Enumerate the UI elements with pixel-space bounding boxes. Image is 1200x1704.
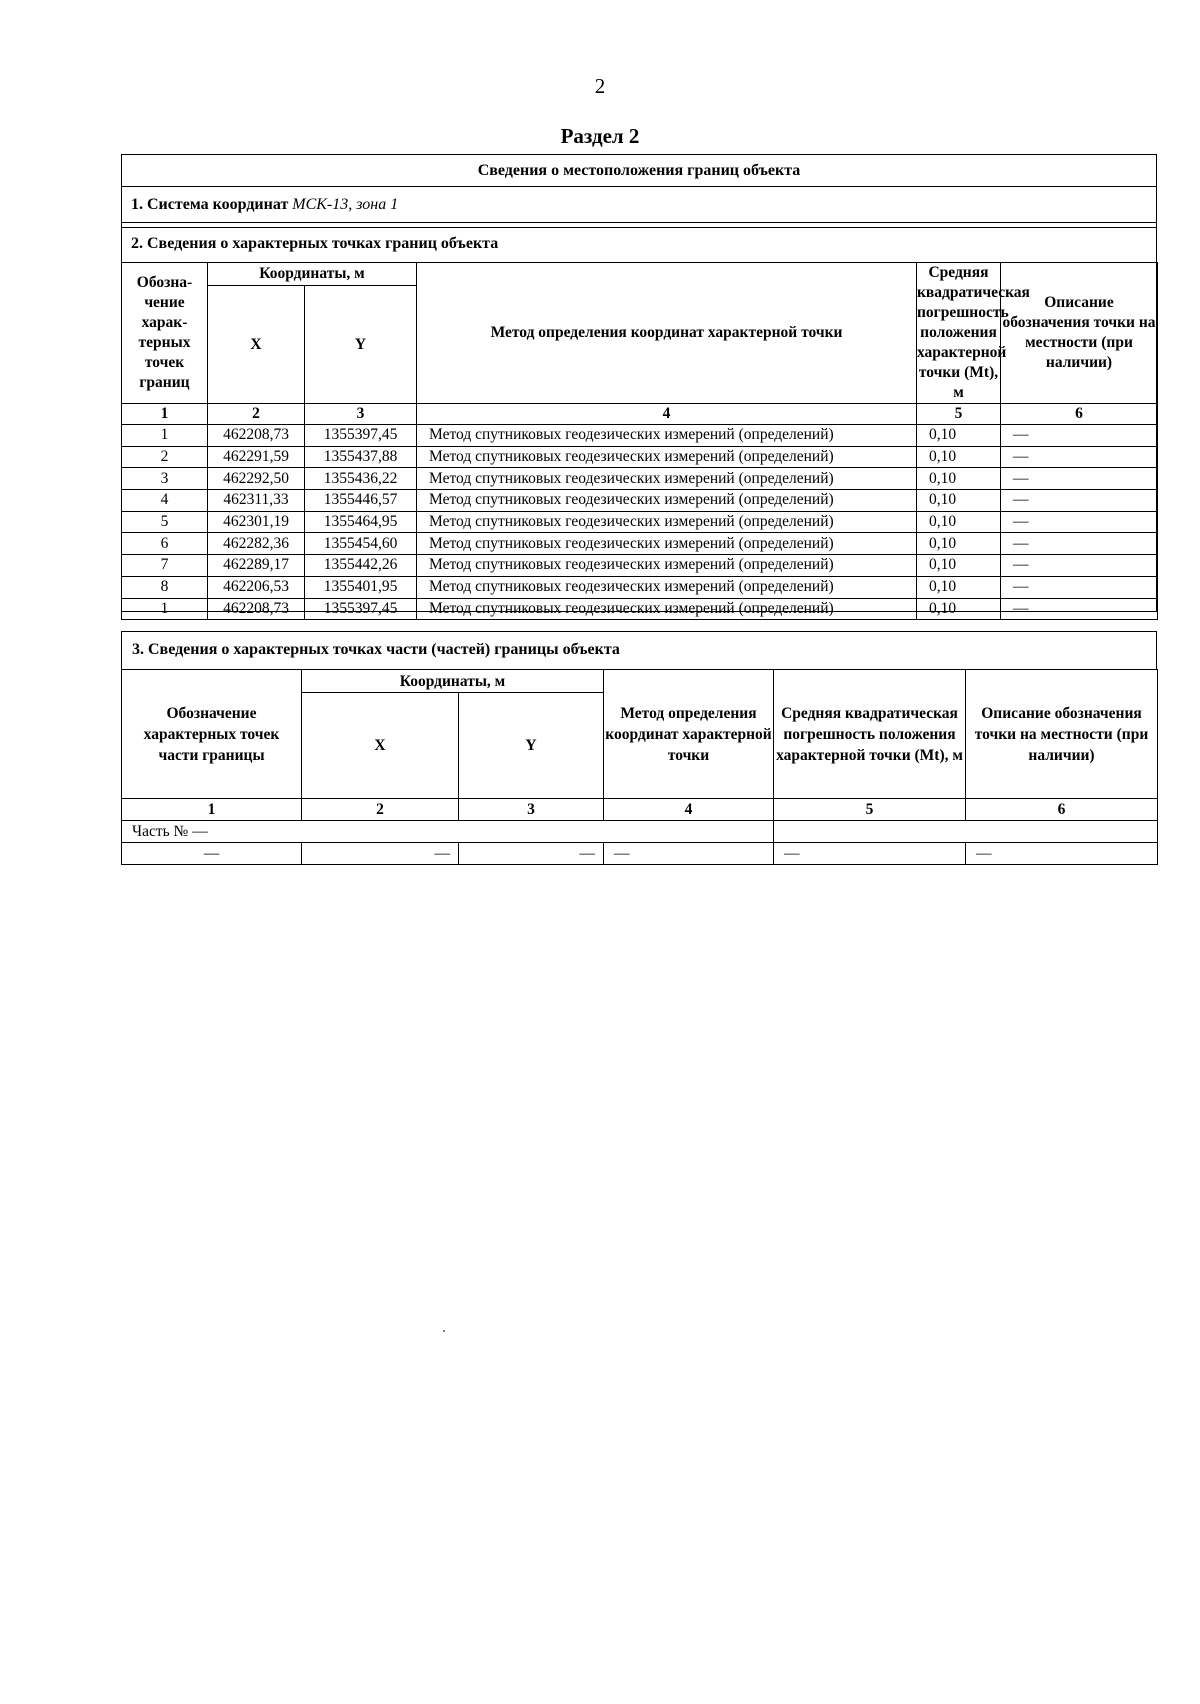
cell-description: — <box>1001 555 1158 577</box>
cell-description: — <box>1001 598 1158 620</box>
dash-cell: — <box>459 843 604 865</box>
cell-method: Метод спутниковых геодезических измерений (определений) <box>417 576 917 598</box>
cell-coord-x: 462206,53 <box>208 576 305 598</box>
cell-method: Метод спутниковых геодезических измерений (определений) <box>417 468 917 490</box>
cell-point-number: 7 <box>122 555 208 577</box>
cell-method: Метод спутниковых геодезических измерений (определений) <box>417 425 917 447</box>
cell-accuracy: 0,10 <box>917 598 1001 620</box>
cell-method: Метод спутниковых геодезических измерений (определений) <box>417 533 917 555</box>
cell-coord-x: 462291,59 <box>208 446 305 468</box>
cell-accuracy: 0,10 <box>917 425 1001 447</box>
boundary-points-body <box>122 425 1158 620</box>
boundary-points-table <box>121 262 1158 620</box>
table-row <box>122 511 1158 533</box>
cell-description: — <box>1001 425 1158 447</box>
header-method: Метод определения координат характерной точки <box>417 263 917 404</box>
points-title: 2. Сведения о характерных точках границ объекта <box>121 227 1157 259</box>
column-number: 2 <box>302 799 459 821</box>
cell-description: — <box>1001 490 1158 512</box>
header-accuracy: Средняя квадратическая погрешность положения характерной точки (Mt), м <box>917 263 1001 404</box>
cell-coord-y: 1355397,45 <box>305 598 417 620</box>
part-dash-row <box>122 843 1158 865</box>
part-column-number-row <box>122 799 1158 821</box>
table-row <box>122 446 1158 468</box>
scan-speck <box>443 1330 445 1332</box>
cell-point-number: 2 <box>122 446 208 468</box>
column-number: 6 <box>1001 404 1158 425</box>
dash-cell: — <box>302 843 459 865</box>
header-description: Описание обозначения точки на местности (при наличии) <box>1001 263 1158 404</box>
cell-coord-y: 1355464,95 <box>305 511 417 533</box>
part-header-method: Метод определения координат характерной точки <box>604 670 774 799</box>
cell-point-number: 4 <box>122 490 208 512</box>
part-header-x: X <box>302 693 459 799</box>
header-x: X <box>208 286 305 404</box>
column-number: 4 <box>604 799 774 821</box>
column-number: 5 <box>774 799 966 821</box>
part-header-y: Y <box>459 693 604 799</box>
part-label-row <box>122 821 1158 843</box>
cell-coord-x: 462282,36 <box>208 533 305 555</box>
cell-coord-y: 1355446,57 <box>305 490 417 512</box>
cell-coord-x: 462208,73 <box>208 598 305 620</box>
header-y: Y <box>305 286 417 404</box>
cell-description: — <box>1001 446 1158 468</box>
cell-accuracy: 0,10 <box>917 446 1001 468</box>
coordinate-system <box>121 187 1157 223</box>
dash-cell: — <box>966 843 1158 865</box>
coord-system-label: 1. Система координат <box>131 196 293 213</box>
cell-description: — <box>1001 511 1158 533</box>
page-number: 2 <box>594 74 606 98</box>
part-header-designation: Обозначение характерных точек части границы <box>122 670 302 799</box>
cell-description: — <box>1001 533 1158 555</box>
column-number: 5 <box>917 404 1001 425</box>
part-points-title: 3. Сведения о характерных точках части (частей) границы объекта <box>121 631 1157 669</box>
table-row <box>122 598 1158 620</box>
cell-method: Метод спутниковых геодезических измерений (определений) <box>417 555 917 577</box>
table-row <box>122 555 1158 577</box>
cell-point-number: 6 <box>122 533 208 555</box>
section-title: Раздел 2 <box>560 124 640 148</box>
cell-point-number: 8 <box>122 576 208 598</box>
cell-accuracy: 0,10 <box>917 511 1001 533</box>
cell-point-number: 1 <box>122 425 208 447</box>
cell-coord-x: 462208,73 <box>208 425 305 447</box>
column-number: 3 <box>459 799 604 821</box>
table-row <box>122 425 1158 447</box>
column-number: 4 <box>417 404 917 425</box>
cell-method: Метод спутниковых геодезических измерений (определений) <box>417 511 917 533</box>
cell-coord-y: 1355397,45 <box>305 425 417 447</box>
table-row <box>122 468 1158 490</box>
column-number: 1 <box>122 799 302 821</box>
cell-coord-y: 1355401,95 <box>305 576 417 598</box>
cell-point-number: 3 <box>122 468 208 490</box>
part-header-description: Описание обозначения точки на местности (при наличии) <box>966 670 1158 799</box>
dash-cell: — <box>122 843 302 865</box>
cell-coord-y: 1355454,60 <box>305 533 417 555</box>
cell-coord-x: 462311,33 <box>208 490 305 512</box>
cell-point-number: 1 <box>122 598 208 620</box>
table-row <box>122 490 1158 512</box>
dash-cell: — <box>774 843 966 865</box>
cell-accuracy: 0,10 <box>917 490 1001 512</box>
cell-coord-y: 1355442,26 <box>305 555 417 577</box>
column-number-row <box>122 404 1158 425</box>
cell-accuracy: 0,10 <box>917 533 1001 555</box>
table-row <box>122 533 1158 555</box>
cell-coord-x: 462301,19 <box>208 511 305 533</box>
part-header-coordinates: Координаты, м <box>302 670 604 693</box>
table-row <box>122 576 1158 598</box>
header-designation: Обозна-чение харак-терных точек границ <box>122 263 208 404</box>
cell-coord-y: 1355437,88 <box>305 446 417 468</box>
column-number: 3 <box>305 404 417 425</box>
cell-method: Метод спутниковых геодезических измерений (определений) <box>417 598 917 620</box>
cell-description: — <box>1001 576 1158 598</box>
coord-system-value: МСК-13, зона 1 <box>292 196 399 213</box>
column-number: 2 <box>208 404 305 425</box>
part-label: Часть № — <box>122 821 774 843</box>
block-title: Сведения о местоположения границ объекта <box>121 155 1157 187</box>
cell-method: Метод спутниковых геодезических измерений (определений) <box>417 490 917 512</box>
header-coordinates: Координаты, м <box>208 263 417 286</box>
column-number: 1 <box>122 404 208 425</box>
cell-coord-y: 1355436,22 <box>305 468 417 490</box>
part-points-table <box>121 669 1158 865</box>
column-number: 6 <box>966 799 1158 821</box>
cell-accuracy: 0,10 <box>917 576 1001 598</box>
part-header-accuracy: Средняя квадратическая погрешность положения характерной точки (Mt), м <box>774 670 966 799</box>
part-label-empty <box>774 821 1158 843</box>
cell-method: Метод спутниковых геодезических измерений (определений) <box>417 446 917 468</box>
cell-point-number: 5 <box>122 511 208 533</box>
cell-coord-x: 462289,17 <box>208 555 305 577</box>
cell-description: — <box>1001 468 1158 490</box>
cell-accuracy: 0,10 <box>917 555 1001 577</box>
cell-coord-x: 462292,50 <box>208 468 305 490</box>
dash-cell: — <box>604 843 774 865</box>
cell-accuracy: 0,10 <box>917 468 1001 490</box>
